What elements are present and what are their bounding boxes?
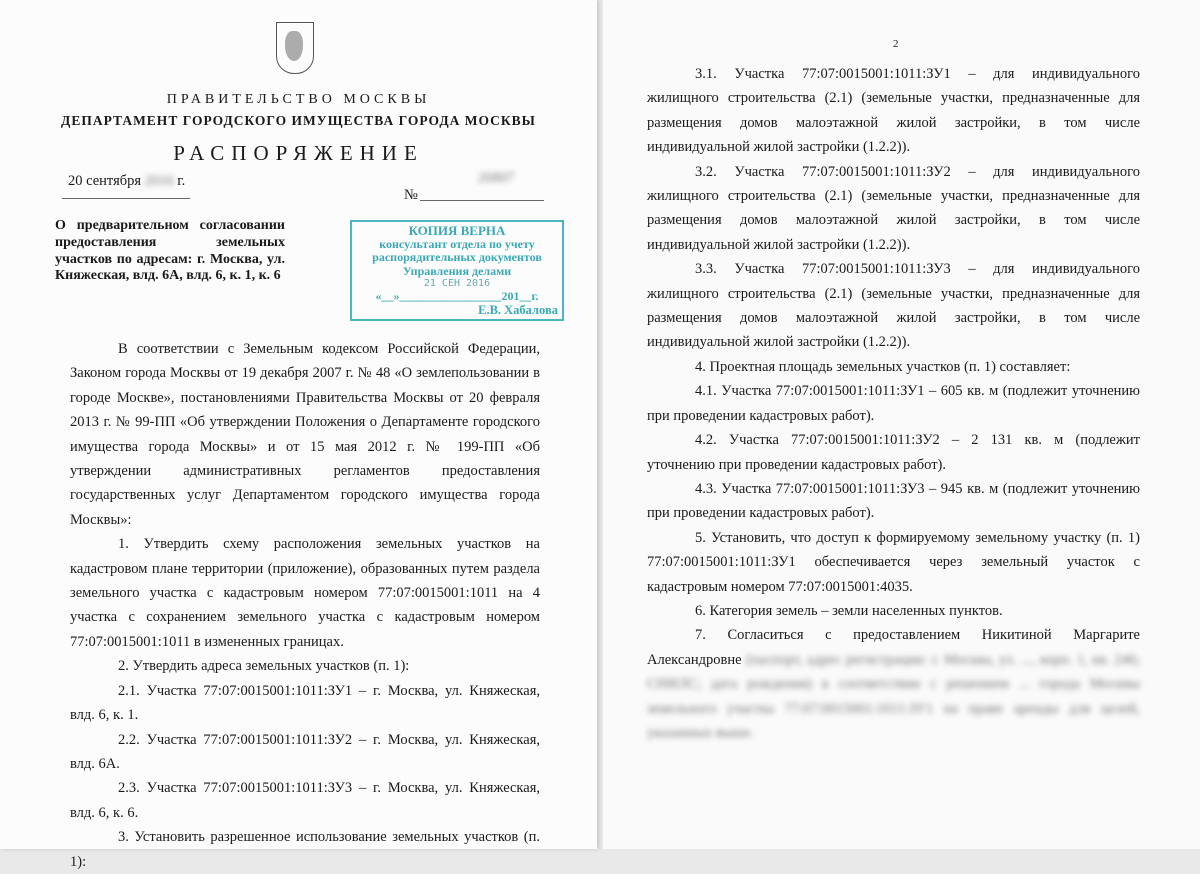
- clause-4-2: 4.2. Участка 77:07:0015001:1011:ЗУ2 – 2 131 кв. м (подлежит уточнению при проведении кадастровых работ).: [647, 432, 1140, 473]
- clause-2-1: 2.1. Участка 77:07:0015001:1011:ЗУ1 – г. Москва, ул. Княжеская, влд. 6, к. 1.: [70, 682, 540, 724]
- stamp-line: распорядительных документов: [372, 250, 542, 264]
- clause-3-3: 3.3. Участка 77:07:0015001:1011:ЗУ3 – для индивидуального жилищного строительства (2.1) (земельные участки, предназначенные для размещения домов малоэтажной жилой застройки, в том числе индивидуальной жилой застройки (1.2.2)).: [647, 261, 1140, 351]
- clause-7: 7. Согласиться с предоставлением Никитиной Маргарите Александровне (паспорт, адрес регистрации: г. Москва, ул. ..., корп. 1, кв. 246; СНИЛС; дата рождения) в соответствии с решением ... города Москвы земельного участка 77:07:0015001:1011:ЗУ1 на праве аренды для целей, указанных выше.: [647, 627, 1140, 741]
- page-2: [603, 0, 1200, 849]
- clause-6: 6. Категория земель – земли населенных пунктов.: [695, 602, 1003, 619]
- clause-3-1: 3.1. Участка 77:07:0015001:1011:ЗУ1 – для индивидуального жилищного строительства (2.1) (земельные участки, предназначенные для размещения домов малоэтажной жилой застройки, в том числе индивидуальной жилой застройки (1.2.2)).: [647, 66, 1140, 156]
- clause-5: 5. Установить, что доступ к формируемому земельному участку (п. 1) 77:07:0015001:1011:ЗУ1 обеспечивается через земельный участок с кадастровым номером 77:07:0015001:4035.: [647, 529, 1140, 595]
- stamp-title: КОПИЯ ВЕРНА: [408, 223, 506, 238]
- clause-1: 1. Утвердить схему расположения земельных участков на кадастровом плане территории (приложение), образованных путем раздела земельного участка с кадастровым номером 77:07:0015001:1011 на 4 участка с сохранением земельного участка с кадастровым номером 77:07:0015001:1011 в измененных границах.: [70, 536, 540, 650]
- clause-3-2: 3.2. Участка 77:07:0015001:1011:ЗУ2 – для индивидуального жилищного строительства (2.1) (земельные участки, предназначенные для размещения домов малоэтажной жилой застройки, в том числе индивидуальной жилой застройки (1.2.2)).: [647, 163, 1140, 253]
- stamp-date-mark: 21 СЕН 2016: [423, 278, 491, 289]
- stamp-line: Управления делами: [402, 263, 512, 278]
- redacted-personal-data: (паспорт, адрес регистрации: г. Москва, ул. ..., корп. 1, кв. 246; СНИЛС; дата рождения) в соответствии с решением ... города Москвы земельного участка 77:07:0015001:1011:ЗУ1 на праве аренды для целей, указанных выше.: [647, 651, 1140, 741]
- page-1: [0, 0, 597, 870]
- document-date: 20 сентября 2016 г.: [68, 173, 186, 189]
- stamp-signer: Е.В. Хабалова: [478, 302, 558, 317]
- stamp-line: консультант отдела по учету: [379, 236, 535, 251]
- clause-2-2: 2.2. Участка 77:07:0015001:1011:ЗУ2 – г. Москва, ул. Княжеская, влд. 6А.: [70, 731, 540, 772]
- government-heading: ПРАВИТЕЛЬСТВО МОСКВЫ: [166, 92, 431, 107]
- clause-2: 2. Утвердить адреса земельных участков (п. 1):: [118, 658, 410, 675]
- document-subject: О предварительном согласовании предоставления земельных участков по адресам: г. Москва, ул. Княжеская, влд. 6А, влд. 6, к. 1, к. 6: [55, 218, 285, 284]
- clause-4-1: 4.1. Участка 77:07:0015001:1011:ЗУ1 – 605 кв. м (подлежит уточнению при проведении кадастровых работ).: [647, 383, 1140, 424]
- number-label: №: [404, 187, 418, 203]
- clause-2-3: 2.3. Участка 77:07:0015001:1011:ЗУ3 – г. Москва, ул. Княжеская, влд. 6, к. 6.: [70, 780, 540, 821]
- document-type: РАСПОРЯЖЕНИЕ: [173, 141, 424, 165]
- department-heading: ДЕПАРТАМЕНТ ГОРОДСКОГО ИМУЩЕСТВА ГОРОДА МОСКВЫ: [61, 113, 536, 128]
- clause-4: 4. Проектная площадь земельных участков (п. 1) составляет:: [695, 358, 1071, 375]
- number-underline: [420, 200, 544, 201]
- clause-3: 3. Установить разрешенное использование земельных участков (п. 1):: [70, 829, 540, 870]
- certified-copy-stamp: [350, 220, 564, 321]
- stamp-date-line: «__»_________________201__г.: [375, 289, 539, 303]
- preamble: В соответствии с Земельным кодексом Российской Федерации, Законом города Москвы от 19 декабря 2007 г. № 48 «О землепользовании в городе Москве», постановлениями Правительства Москвы от 20 февраля 2013 г. № 99-ПП «Об утверждении Положения о Департаменте городского имущества города Москвы» и от 15 мая 2012 г. № 199-ПП «Об утверждении административных регламентов предоставления государственных услуг Департаментом городского имущества города Москвы»:: [70, 341, 540, 528]
- date-underline: [62, 198, 190, 199]
- document-number: 26807: [478, 170, 515, 186]
- clause-4-3: 4.3. Участка 77:07:0015001:1011:ЗУ3 – 945 кв. м (подлежит уточнению при проведении кадастровых работ).: [647, 480, 1140, 522]
- page-number: 2: [893, 38, 899, 50]
- moscow-coat-of-arms-icon: [276, 22, 314, 74]
